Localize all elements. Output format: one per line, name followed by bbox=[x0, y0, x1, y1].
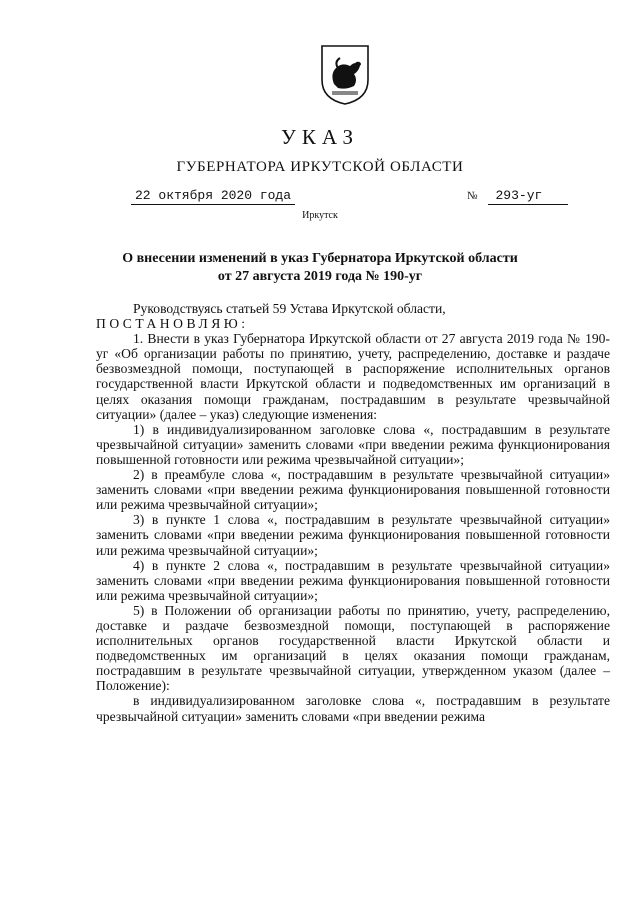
paragraph-continuation: в индивидуализированном заголовке слова «, пострадавшим в результате чрезвычайной ситуации» заменить словами «при введении режима bbox=[96, 693, 610, 724]
heading-line-2: от 27 августа 2019 года № 190-уг bbox=[217, 269, 423, 284]
paragraph-subitem-3: 3) в пункте 1 слова «, пострадавшим в результате чрезвычайной ситуации» заменить словами «при введении режима функционирования повышенной готовности или режима чрезвычайной ситуации»; bbox=[96, 512, 610, 558]
date-value: 22 октября 2020 года bbox=[131, 188, 295, 205]
document-city: Иркутск bbox=[302, 210, 338, 221]
paragraph-preamble: Руководствуясь статьей 59 Устава Иркутской области, bbox=[133, 301, 446, 316]
document-title: УКАЗ bbox=[280, 125, 360, 149]
document-issuer: ГУБЕРНАТОРА ИРКУТСКОЙ ОБЛАСТИ bbox=[176, 159, 464, 175]
number-sign: № bbox=[467, 190, 478, 202]
paragraph-subitem-2: 2) в преамбуле слова «, пострадавшим в результате чрезвычайной ситуации» заменить словами «при введении режима функционирования повышенной готовности или режима чрезвычайной ситуации»; bbox=[96, 467, 610, 513]
paragraph-subitem-1: 1) в индивидуализированном заголовке слова «, пострадавшим в результате чрезвычайной ситуации» заменить словами «при введении режима функционирования повышенной готовности или режима чрезвычайной ситуации»; bbox=[96, 421, 610, 467]
document-body bbox=[96, 301, 610, 724]
document-number bbox=[467, 188, 568, 205]
paragraph-subitem-4: 4) в пункте 2 слова «, пострадавшим в результате чрезвычайной ситуации» заменить словами «при введении режима функционирования повышенной готовности или режима чрезвычайной ситуации»; bbox=[96, 557, 610, 603]
paragraph-item-1: 1. Внести в указ Губернатора Иркутской области от 27 августа 2019 года № 190-уг «Об организации работы по принятию, учету, распределению, доставке и раздаче безвозмездной помощи, поступающей в распоряжение исполнительных органов государственной власти Иркутской области и подведомственных им организаций в целях оказания помощи гражданам, пострадавшим в результате чрезвычайной ситуации» (далее – указ) следующие изменения: bbox=[96, 331, 610, 422]
coat-of-arms-emblem bbox=[320, 44, 370, 106]
paragraph-decree: ПОСТАНОВЛЯЮ: bbox=[96, 316, 249, 332]
document-date bbox=[131, 188, 295, 205]
heading-line-1: О внесении изменений в указ Губернатора Иркутской области bbox=[122, 251, 518, 266]
paragraph-subitem-5: 5) в Положении об организации работы по принятию, учету, распределению, доставке и раздаче безвозмездной помощи, поступающей в распоряжение исполнительных органов государственной власти Иркутской области и подведомственных им организаций в целях оказания помощи гражданам, пострадавшим в результате чрезвычайной ситуации, утвержденном указом (далее – Положение): bbox=[96, 602, 610, 694]
number-value: 293-уг bbox=[488, 188, 568, 205]
document-heading bbox=[0, 250, 640, 286]
